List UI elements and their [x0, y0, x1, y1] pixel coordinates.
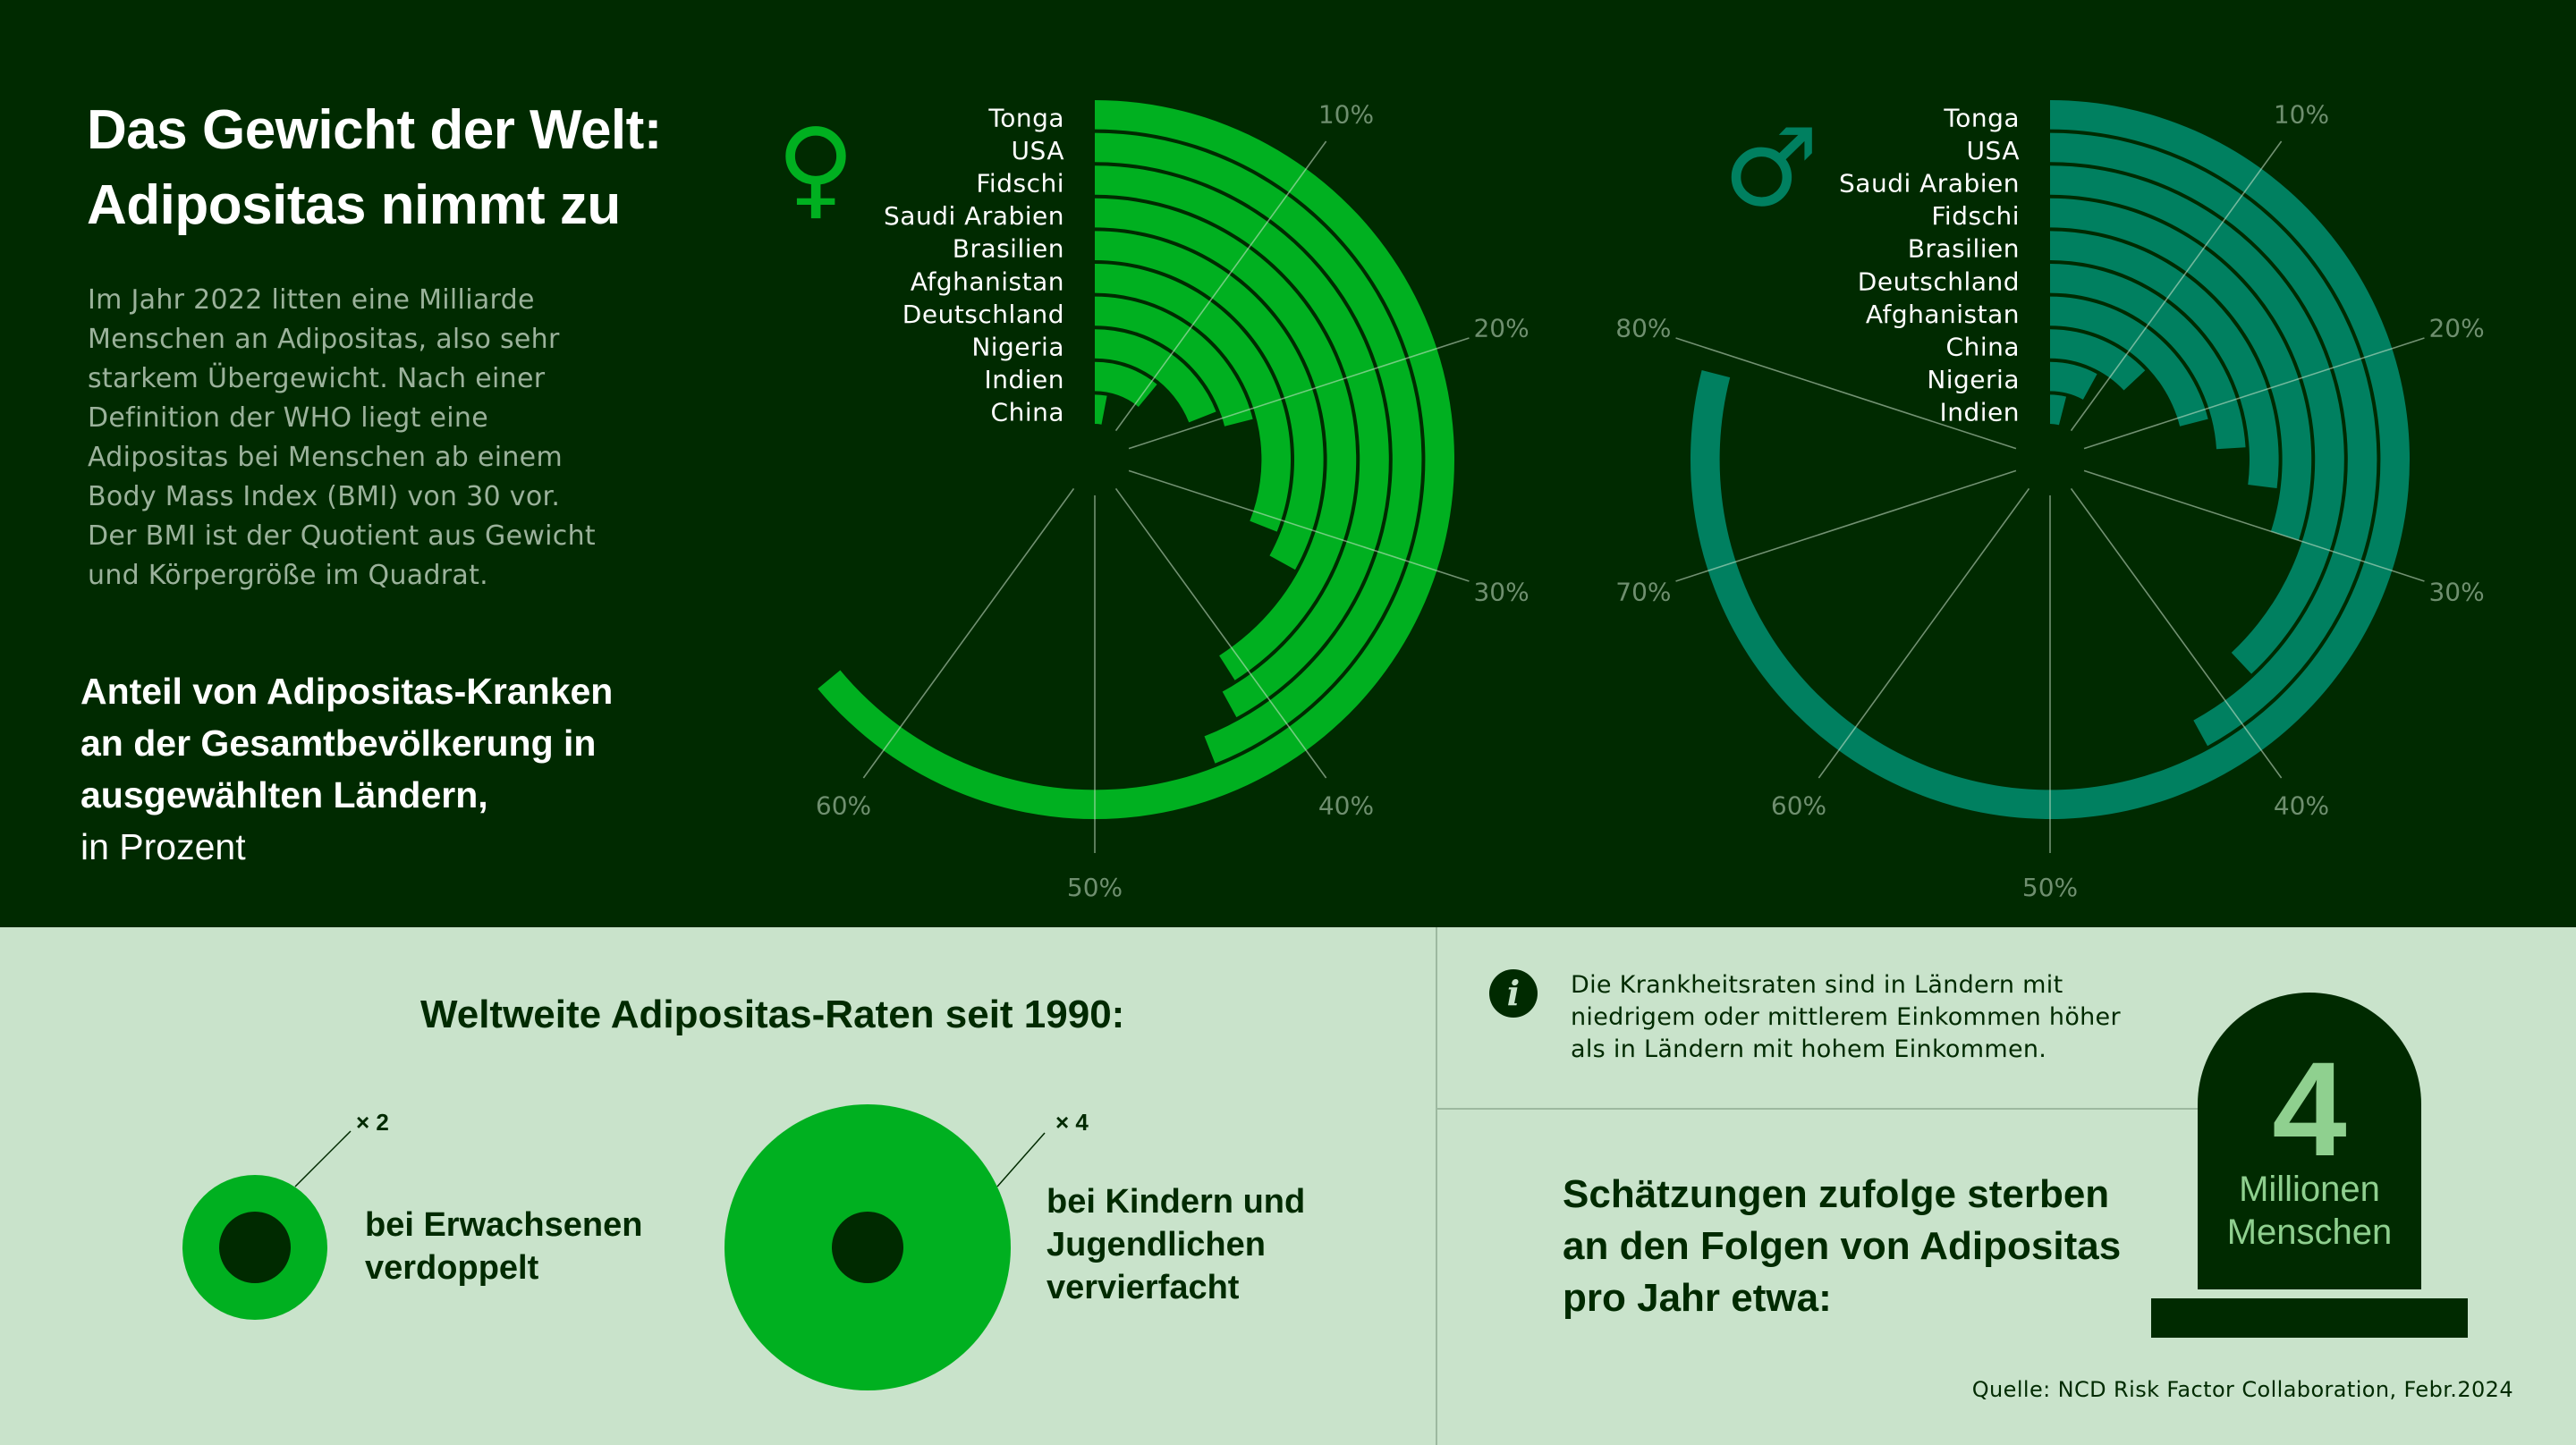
tick-label: 70% — [1615, 577, 1672, 607]
estimate-line: pro Jahr etwa: — [1563, 1276, 1832, 1320]
subtitle-line: Anteil von Adipositas-Kranken — [80, 671, 614, 712]
category-label: Afghanistan — [1865, 299, 2020, 329]
adult-leader-line — [295, 1131, 351, 1187]
category-label: USA — [1966, 135, 2020, 165]
category-label: Tonga — [1944, 103, 2020, 133]
info-icon: i — [1489, 969, 1538, 1018]
source-note: Quelle: NCD Risk Factor Collaboration, Febr.2024 — [1971, 1377, 2513, 1402]
category-label: Indien — [1939, 397, 2020, 427]
category-label: China — [990, 397, 1064, 427]
children-leader-line — [997, 1133, 1045, 1187]
subtitle-unit: in Prozent — [80, 826, 246, 867]
death-unit-line: Millionen — [2239, 1170, 2380, 1209]
info-line: als in Ländern mit hohem Einkommen. — [1571, 1035, 2047, 1063]
tick-label: 50% — [1066, 873, 1123, 902]
tick-line — [1676, 470, 2016, 581]
adult-base-circle — [219, 1212, 291, 1283]
estimate-line: an den Folgen von Adipositas — [1563, 1224, 2122, 1268]
adult-label-line: bei Erwachsenen — [365, 1206, 643, 1244]
tick-label: 40% — [2273, 790, 2330, 821]
category-label: Nigeria — [1927, 365, 2020, 395]
tick-label: 80% — [1615, 313, 1672, 343]
category-label: Nigeria — [971, 332, 1064, 362]
intro-line: Der BMI ist der Quotient aus Gewicht — [88, 520, 596, 552]
category-label: USA — [1011, 135, 1064, 165]
info-line: Die Krankheitsraten sind in Ländern mit — [1571, 971, 2063, 999]
chart-male — [1615, 99, 2484, 902]
category-label: Brasilien — [1907, 233, 2020, 264]
tick-label: 60% — [1770, 790, 1827, 821]
title-line-1: Das Gewicht der Welt: — [87, 99, 662, 161]
children-label-line: vervierfacht — [1046, 1269, 1240, 1306]
category-label: Brasilien — [952, 233, 1064, 264]
subtitle-line: an der Gesamtbevölkerung in — [80, 722, 597, 764]
chart-female — [776, 99, 1530, 902]
intro-line: Im Jahr 2022 litten eine Milliarde — [88, 284, 535, 316]
tick-label: 10% — [1318, 99, 1375, 130]
tick-line — [1818, 488, 2029, 778]
children-label-line: bei Kindern und — [1046, 1183, 1306, 1221]
intro-line: starkem Übergewicht. Nach einer — [88, 363, 546, 394]
vertical-divider — [1436, 927, 1437, 1445]
intro-line: Adipositas bei Menschen ab einem — [88, 442, 563, 473]
rates-title: Weltweite Adipositas-Raten seit 1990: — [420, 993, 1125, 1036]
category-label: Tonga — [988, 103, 1064, 133]
tick-label: 30% — [2428, 577, 2485, 607]
intro-line: Definition der WHO liegt eine — [88, 402, 488, 434]
bar-indien — [2050, 394, 2066, 425]
category-label: Fidschi — [1931, 201, 2020, 232]
tick-label: 20% — [1473, 313, 1530, 343]
tick-line — [863, 488, 1073, 778]
intro-line: Body Mass Index (BMI) von 30 vor. — [88, 481, 561, 512]
female-symbol-icon: ♀ — [776, 106, 855, 231]
estimate-line: Schätzungen zufolge sterben — [1563, 1172, 2110, 1216]
death-count-number: 4 — [2272, 1034, 2347, 1184]
tick-line — [2072, 488, 2282, 778]
category-label: Saudi Arabien — [884, 201, 1064, 232]
category-label: China — [1945, 332, 2020, 362]
death-unit-line: Menschen — [2226, 1213, 2393, 1252]
subtitle-line: ausgewählten Ländern, — [80, 774, 488, 815]
horizontal-divider — [1437, 1108, 2207, 1110]
intro-line: Menschen an Adipositas, also sehr — [88, 324, 560, 355]
children-multiplier: × 4 — [1055, 1109, 1089, 1136]
tick-label: 10% — [2273, 99, 2330, 130]
tick-label: 50% — [2021, 873, 2079, 902]
title-line-2: Adipositas nimmt zu — [87, 174, 621, 236]
children-label — [1046, 1180, 1305, 1309]
tick-label: 60% — [815, 790, 872, 821]
category-label: Saudi Arabien — [1839, 168, 2020, 199]
gravestone-base — [2151, 1298, 2468, 1338]
tick-label: 30% — [1473, 577, 1530, 607]
bar-nigeria — [2050, 362, 2097, 400]
info-line: niedrigem oder mittlerem Einkommen höher — [1571, 1003, 2121, 1031]
info-text — [1571, 969, 2197, 1066]
tick-label: 20% — [2428, 313, 2485, 343]
death-count-unit — [2198, 1168, 2421, 1254]
intro-line: und Körpergröße im Quadrat. — [88, 560, 489, 591]
children-label-line: Jugendlichen — [1046, 1226, 1266, 1263]
children-base-circle — [832, 1212, 903, 1283]
adult-label-line: verdoppelt — [365, 1249, 539, 1287]
male-symbol-icon: ♂ — [1723, 106, 1819, 231]
category-label: Deutschland — [902, 299, 1064, 329]
death-estimate-text — [1563, 1169, 2189, 1324]
category-label: Afghanistan — [910, 266, 1064, 297]
bar-china — [1095, 394, 1107, 424]
category-label: Indien — [984, 365, 1064, 395]
category-label: Fidschi — [976, 168, 1064, 199]
adult-label — [365, 1204, 642, 1289]
tick-label: 40% — [1318, 790, 1375, 821]
adult-multiplier: × 2 — [356, 1109, 389, 1136]
category-label: Deutschland — [1857, 266, 2020, 297]
